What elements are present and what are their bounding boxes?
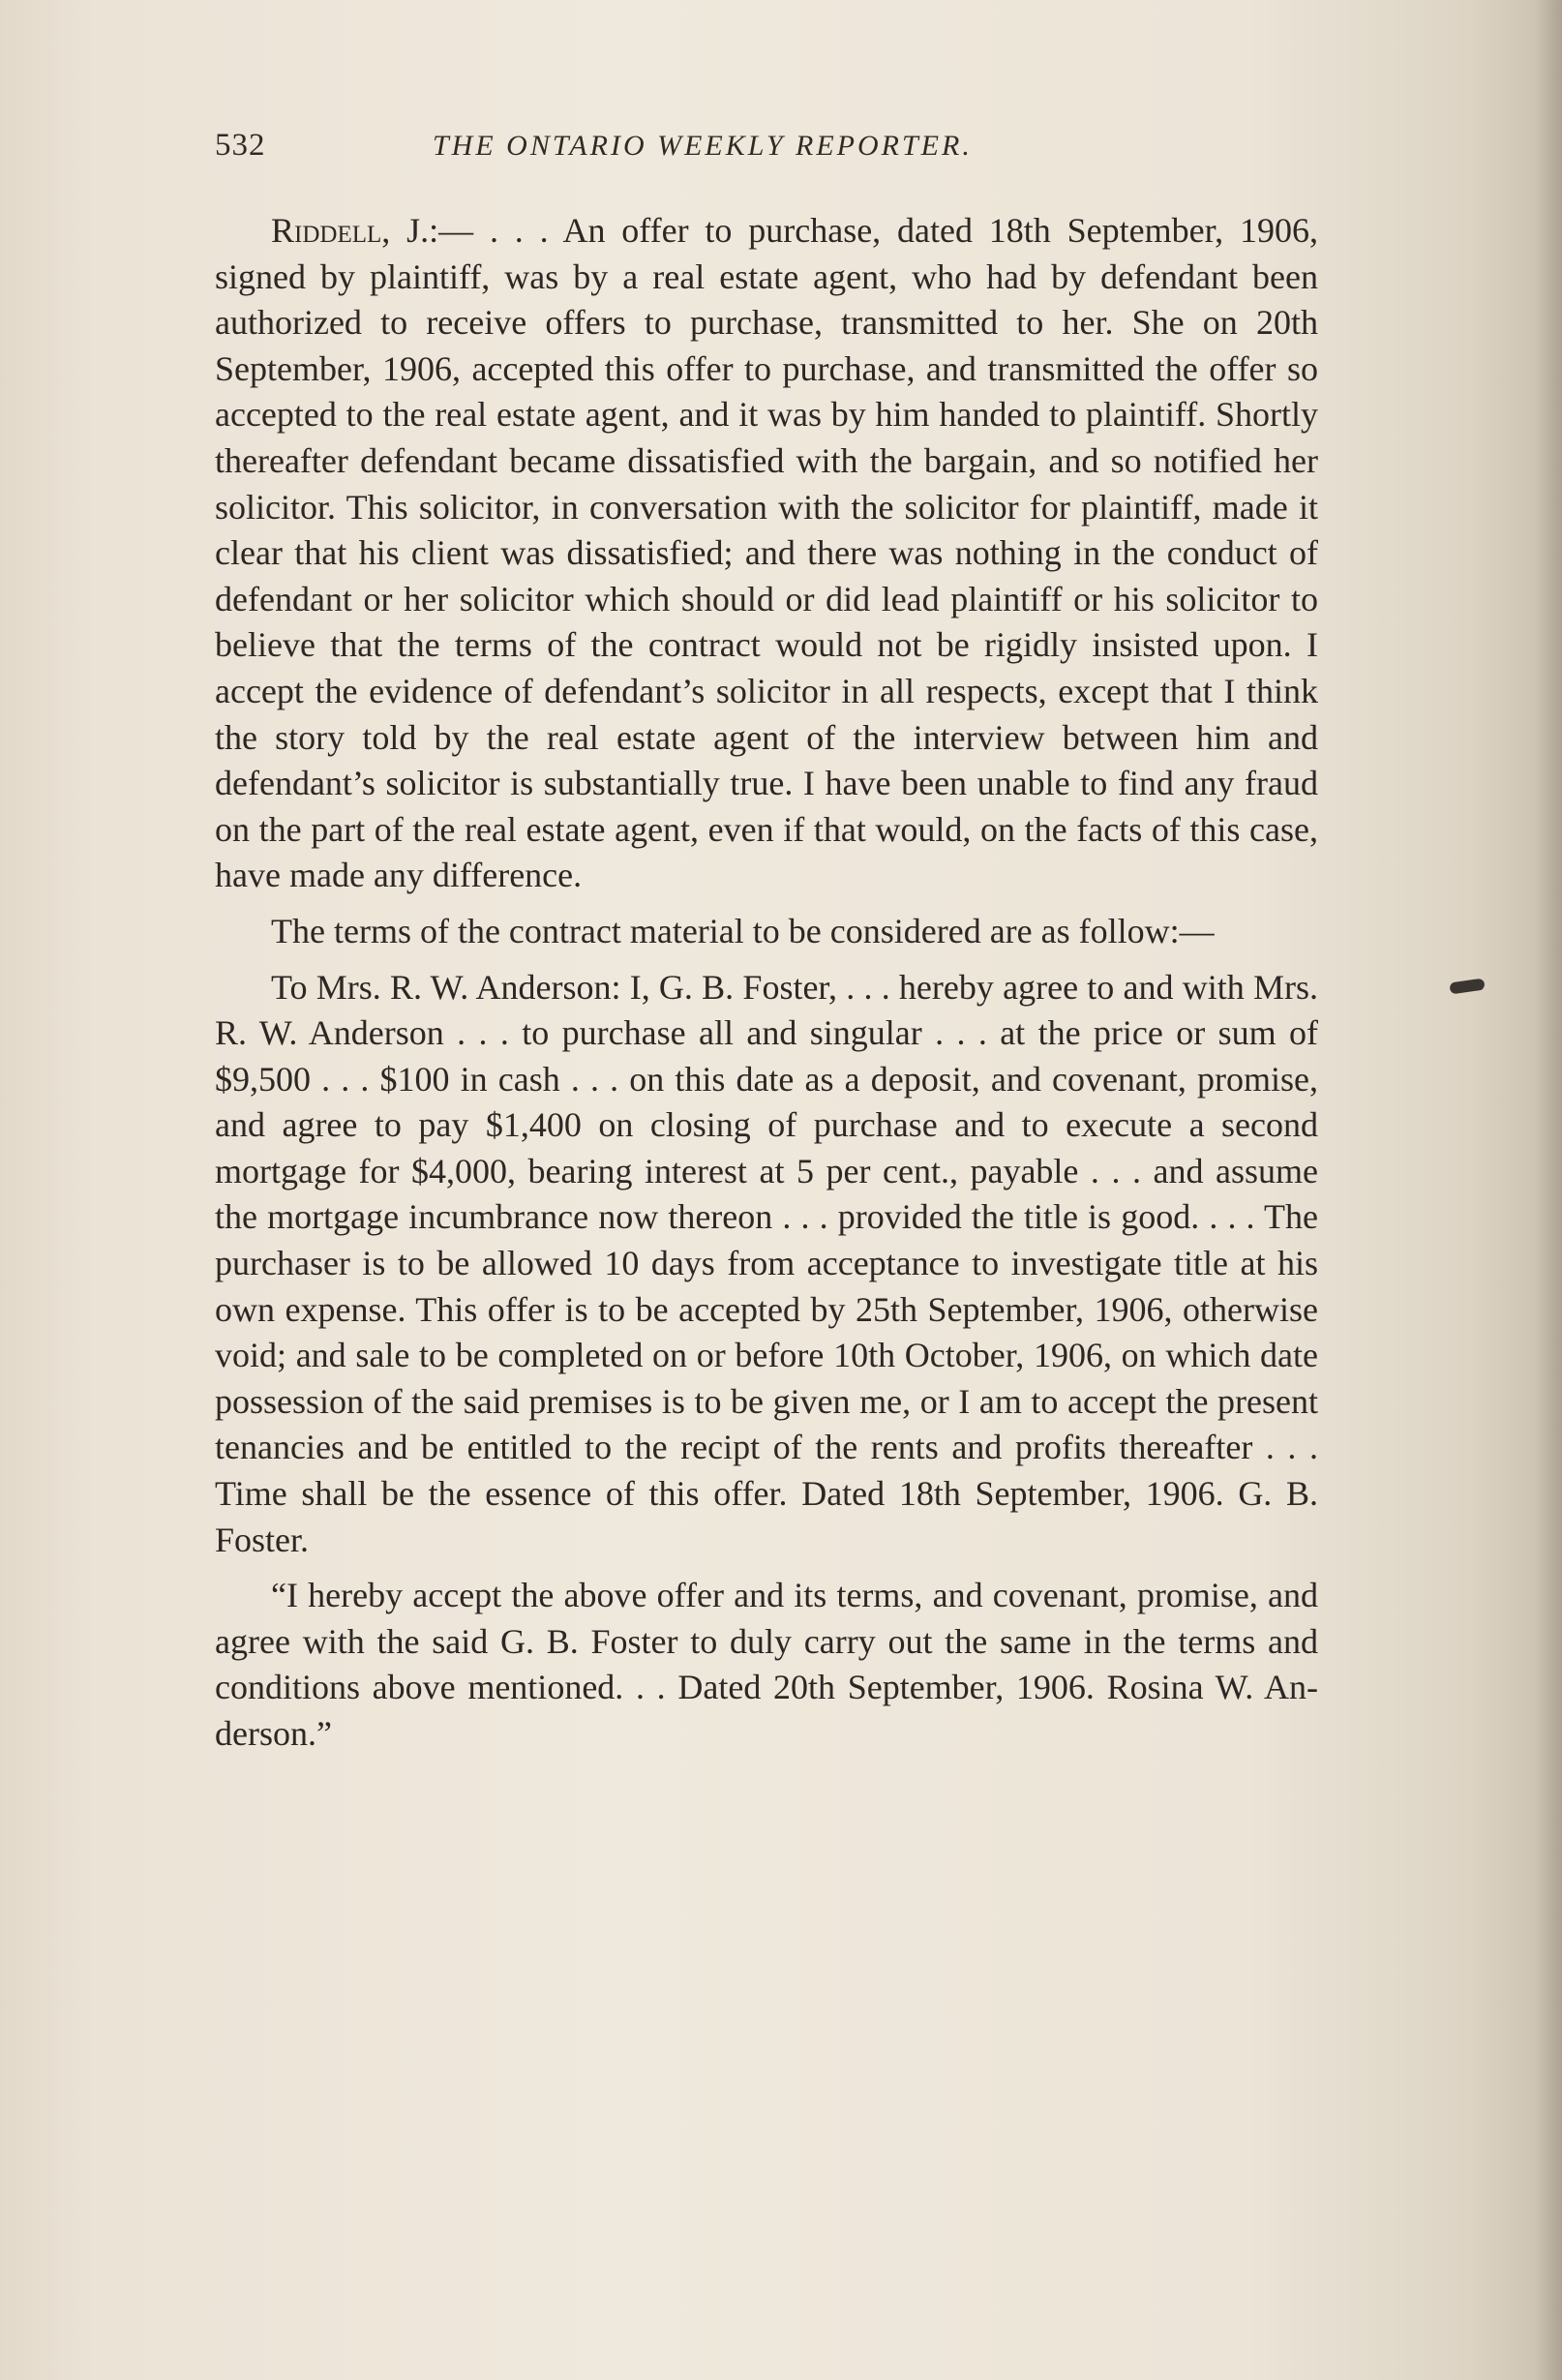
page-edge-shadow [1535, 0, 1562, 2380]
terms-intro-paragraph: The terms of the contract material to be considered are as follow:— [271, 911, 1215, 950]
judgment-text: :— . . . An offer to purchase, dated 18th September, 1906, signed by plaintiff, was by a real estate agent, who had by defendant been authorized to receive offers to purchase, transmitted to her. She on 20th September, 1906, accepted this offer to purchase, and transmitted the offer so accepted to the real estate agent, and it was by him handed to plaintiff. Shortly thereafter defendant became dissatisfied with the bargain, and so notified her solicitor. This solicitor, in conversation with the solicitor for plaintiff, made it clear that his client was dissatisfied; and there was nothing in the conduct of defendant or her solicitor which should or did lead plaintiff or his solicitor to believe that the terms of the contract would not be rigidly insisted upon. I accept the evidence of defendant’s solicitor in all respects, except that I think the story told by the real estate agent of the interview between him and defendant’s solicitor is substantially true. I have been unable to find any fraud on the part of the real estate agent, even if that would, on the facts of this case, have made any difference. [215, 211, 1318, 895]
judge-name: Riddell, J. [271, 211, 430, 250]
acceptance-paragraph: “I hereby accept the above offer and its terms, and covenant, promise, and agree with the said G. B. Foster to duly carry out the same in the terms and conditions above mentioned. . . Dated 20th September, 1906. Rosina W. Anderson.” [215, 1576, 1318, 1753]
running-head: THE ONTARIO WEEKLY REPORTER. [433, 130, 973, 162]
page-header [215, 128, 1328, 176]
offer-paragraph: To Mrs. R. W. Anderson: I, G. B. Foster, . . . hereby agree to and with Mrs. R. W. Anderson . . . to purchase all and singular . . . at the price or sum of $9,500 . . . $100 in cash . . . on this date as a deposit, and covenant, promise, and agree to pay $1,400 on closing of purchase and to execute a second mortgage for $4,000, bearing interest at 5 per cent., payable . . . and assume the mortgage incumbrance now thereon . . . provided the title is good. . . . The purchaser is to be allowed 10 days from acceptance to investigate title at his own expense. This offer is to be accepted by 25th September, 1906, otherwise void; and sale to be completed on or before 10th October, 1906, on which date possession of the said premises is to be given me, or I am to accept the present tenancies and be entitled to the recipt of the rents and profits thereafter . . . Time shall be the essence of this offer. Dated 18th September, 1906. G. B. Foster. [215, 967, 1318, 1559]
body-text [215, 208, 1318, 1758]
judgment-paragraph [215, 208, 1318, 899]
page-number: 532 [215, 128, 266, 163]
margin-mark [1449, 979, 1485, 995]
